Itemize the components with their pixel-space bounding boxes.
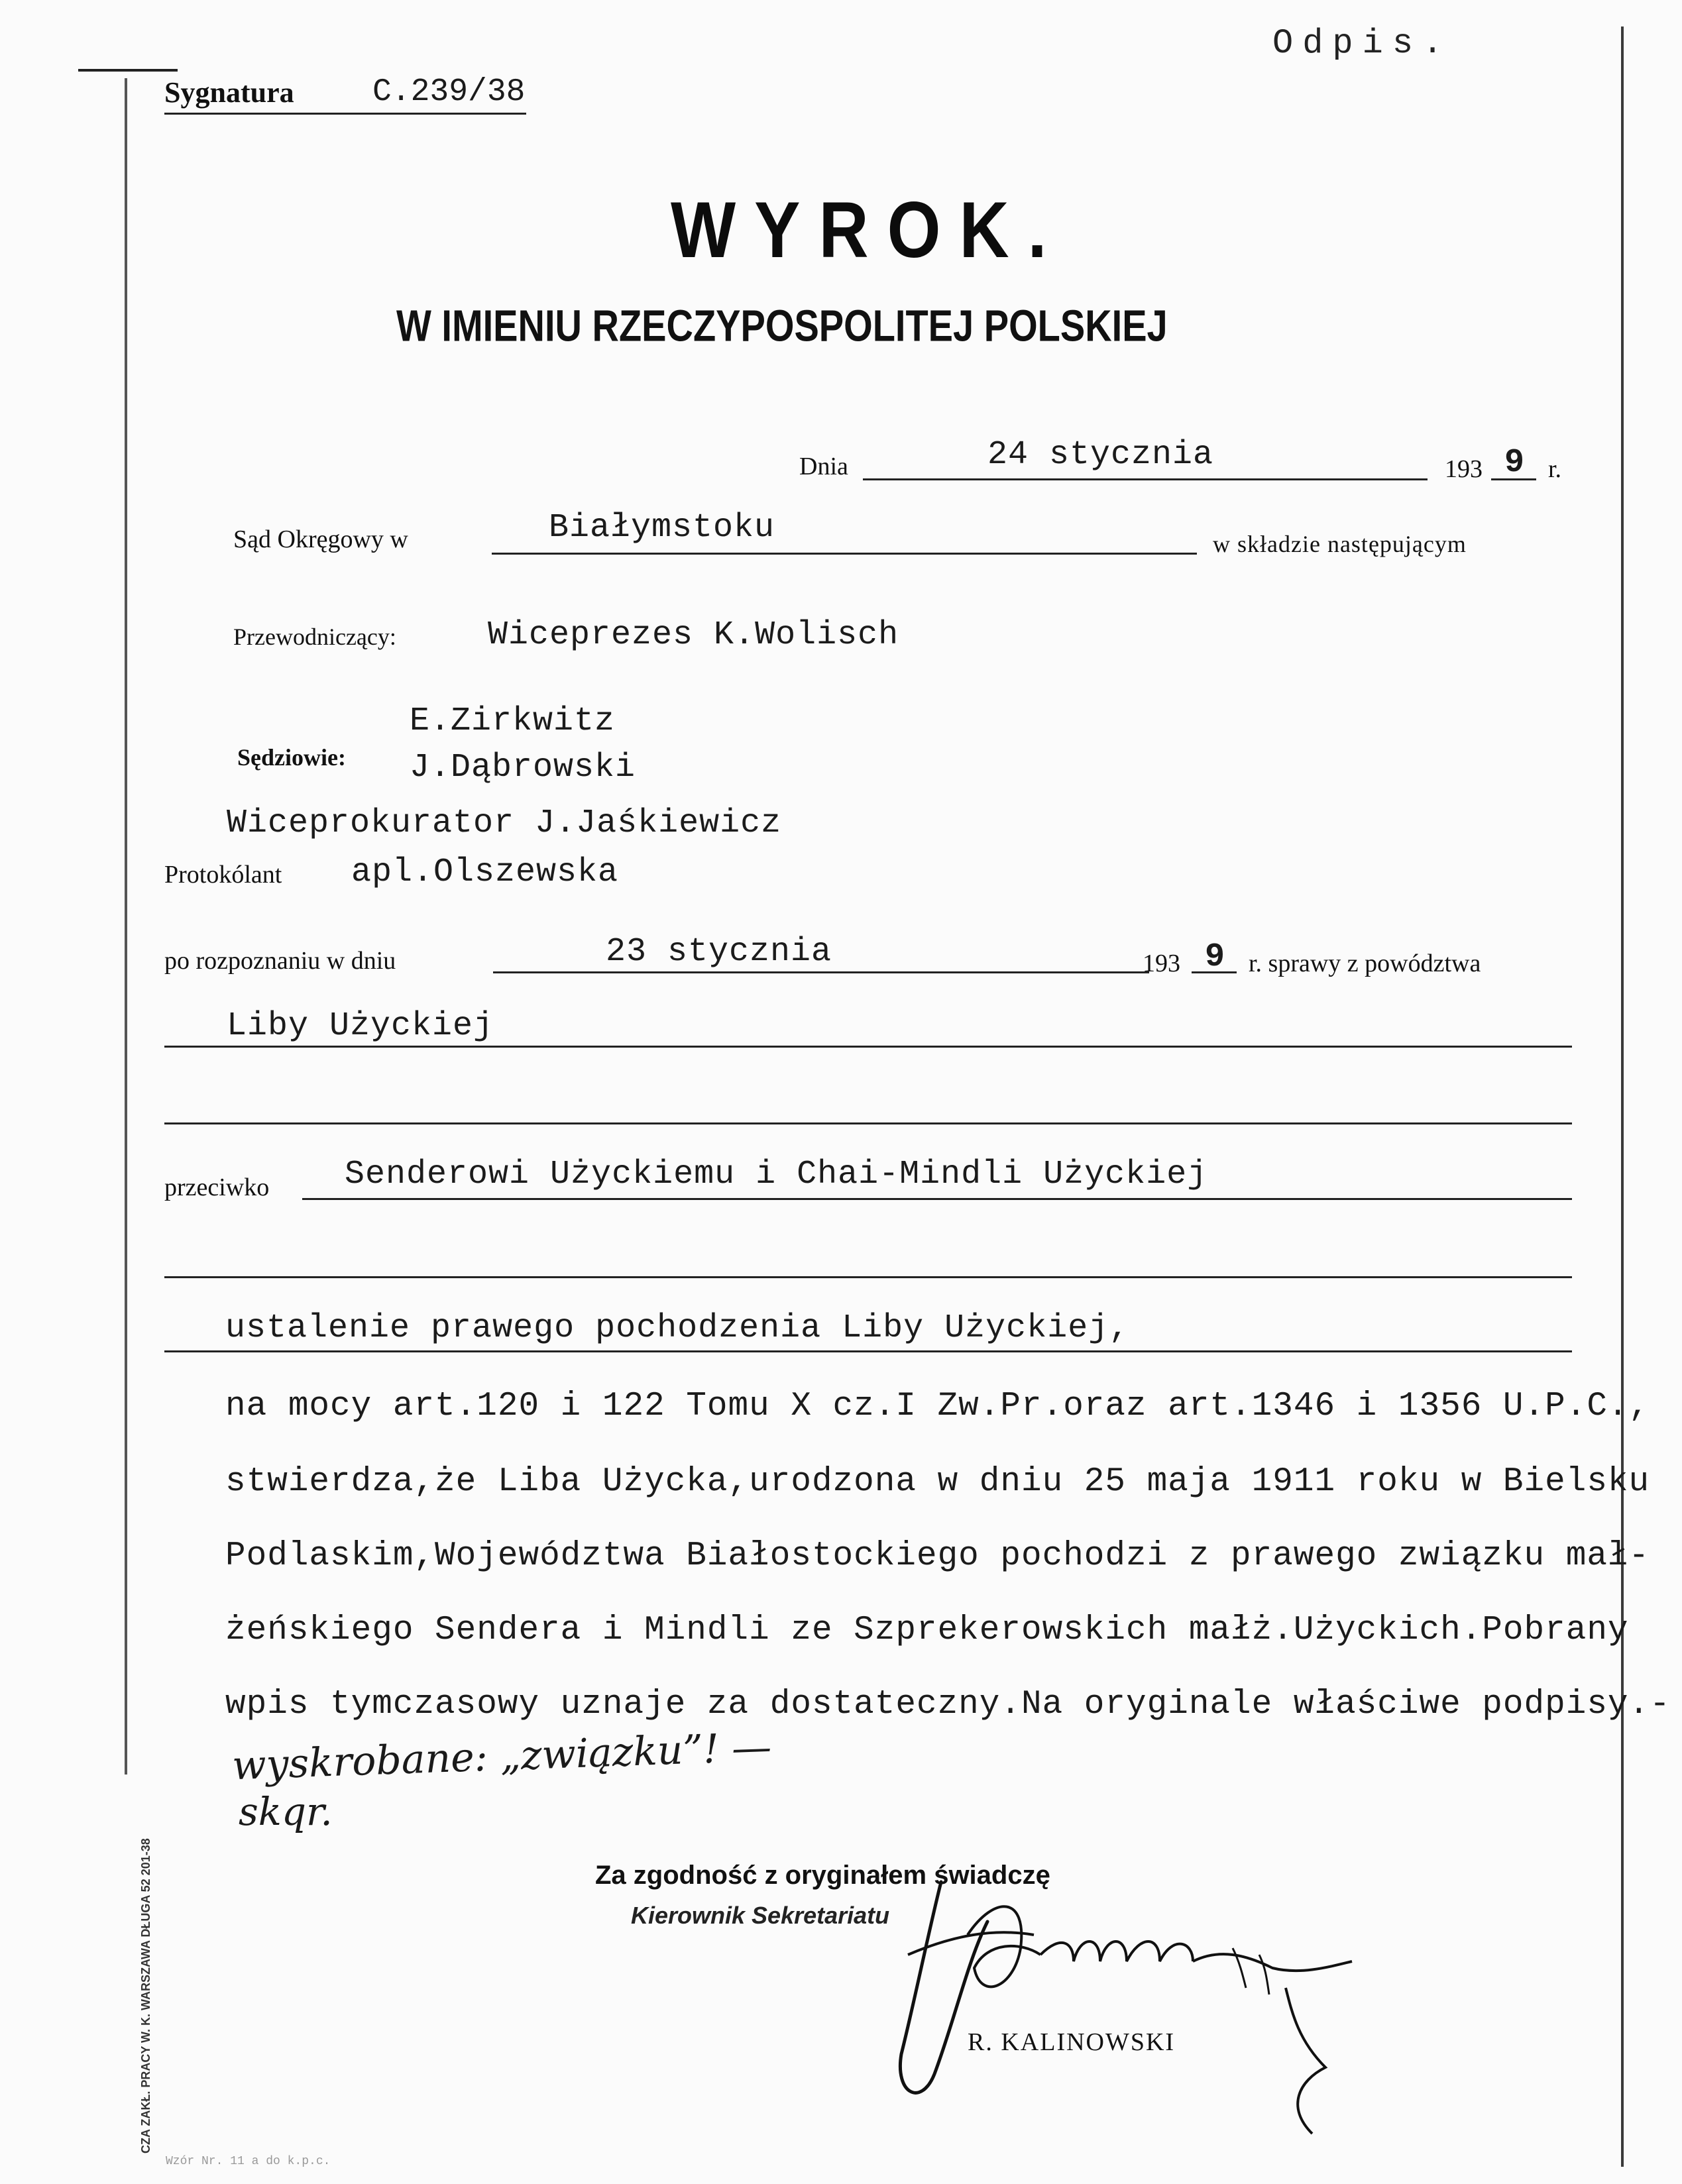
body-line-1: na mocy art.120 i 122 Tomu X cz.I Zw.Pr.oraz art.1346 i 1356 U.P.C., — [225, 1388, 1650, 1425]
date-year-digit: 9 — [1504, 444, 1526, 482]
document-title: WYROK. — [671, 186, 1066, 275]
court-underline — [492, 553, 1197, 555]
odpis-label: Odpis. — [1272, 24, 1453, 63]
certification-stamp: Za zgodność z oryginałem świadczę — [595, 1861, 1050, 1890]
date-underline — [863, 478, 1428, 480]
form-number: Wzór Nr. 11 a do k.p.c. — [166, 2155, 331, 2168]
case-subject: ustalenie prawego pochodzenia Liby Użyckiej, — [225, 1309, 1130, 1347]
document-subtitle: W IMIENIU RZECZYPOSPOLITEJ POLSKIEJ — [396, 300, 1168, 351]
judgment-date: 24 stycznia — [987, 436, 1214, 474]
handwritten-signature — [862, 1855, 1365, 2147]
defendant-value: Senderowi Użyckiemu i Chai-Mindli Użyckiej — [345, 1156, 1208, 1193]
defendant-underline-2 — [164, 1276, 1572, 1278]
date-suffix: r. — [1548, 455, 1562, 483]
date-year-prefix: 193 — [1445, 455, 1483, 483]
subject-underline — [164, 1350, 1572, 1352]
signature-underline — [164, 113, 526, 115]
hearing-year-underline — [1192, 971, 1237, 973]
plaintiff-underline — [164, 1046, 1572, 1048]
court-label: Sąd Okręgowy w — [233, 525, 408, 553]
body-line-3: Podlaskim,Województwa Białostockiego pochodzi z prawego związku mał- — [225, 1537, 1650, 1575]
judges-label: Sędziowie: — [237, 744, 346, 771]
prosecutor: Wiceprokurator J.Jaśkiewicz — [227, 804, 782, 842]
signature-value: C.239/38 — [372, 74, 526, 110]
hearing-year-prefix: 193 — [1143, 950, 1180, 977]
plaintiff: Liby Użyckiej — [227, 1007, 494, 1045]
hearing-date: 23 stycznia — [606, 933, 832, 971]
hearing-year-digit: 9 — [1205, 938, 1226, 976]
certification-role: Kierownik Sekretariatu — [631, 1902, 890, 1929]
paper-edge — [1621, 27, 1624, 2167]
hearing-prefix: po rozpoznaniu w dniu — [164, 947, 396, 975]
body-line-4: żeńskiego Sendera i Mindli ze Szprekerowskich małż.Użyckich.Pobrany — [225, 1611, 1629, 1649]
defendant-label: przeciwko — [164, 1174, 270, 1201]
hearing-underline — [493, 971, 1149, 973]
handwritten-initials: skqr. — [239, 1789, 333, 1834]
hearing-suffix: r. sprawy z powództwa — [1249, 950, 1481, 977]
margin-stroke — [78, 69, 178, 72]
date-prefix: Dnia — [799, 453, 848, 480]
handwritten-note: wyskrobane: „związku”! — — [231, 1723, 773, 1790]
judge-2: J.Dąbrowski — [410, 749, 636, 787]
court-suffix: w składzie następującym — [1213, 531, 1467, 557]
chair-label: Przewodniczący: — [233, 624, 396, 650]
body-line-2: stwierdza,że Liba Użycka,urodzona w dniu 25 maja 1911 roku w Bielsku — [225, 1463, 1650, 1501]
plaintiff-underline-2 — [164, 1122, 1572, 1124]
court-city: Białymstoku — [549, 509, 775, 547]
body-line-5: wpis tymczasowy uznaje za dostateczny.Na oryginale właściwe podpisy.- — [225, 1686, 1671, 1723]
judge-1: E.Zirkwitz — [410, 702, 616, 740]
chair-value: Wiceprezes K.Wolisch — [488, 616, 899, 654]
clerk-value: apl.Olszewska — [351, 853, 619, 891]
certification-name: R. KALINOWSKI — [968, 2028, 1176, 2056]
side-imprint: CZA ZAKŁ. PRACY W. K. WARSZAWA DŁUGA 52 201-38 — [139, 1838, 152, 2154]
clerk-label: Protokólant — [164, 861, 282, 889]
defendant-underline — [302, 1198, 1572, 1200]
margin-rule — [125, 78, 127, 1774]
signature-label: Sygnatura — [164, 76, 294, 109]
year-underline — [1491, 478, 1536, 480]
